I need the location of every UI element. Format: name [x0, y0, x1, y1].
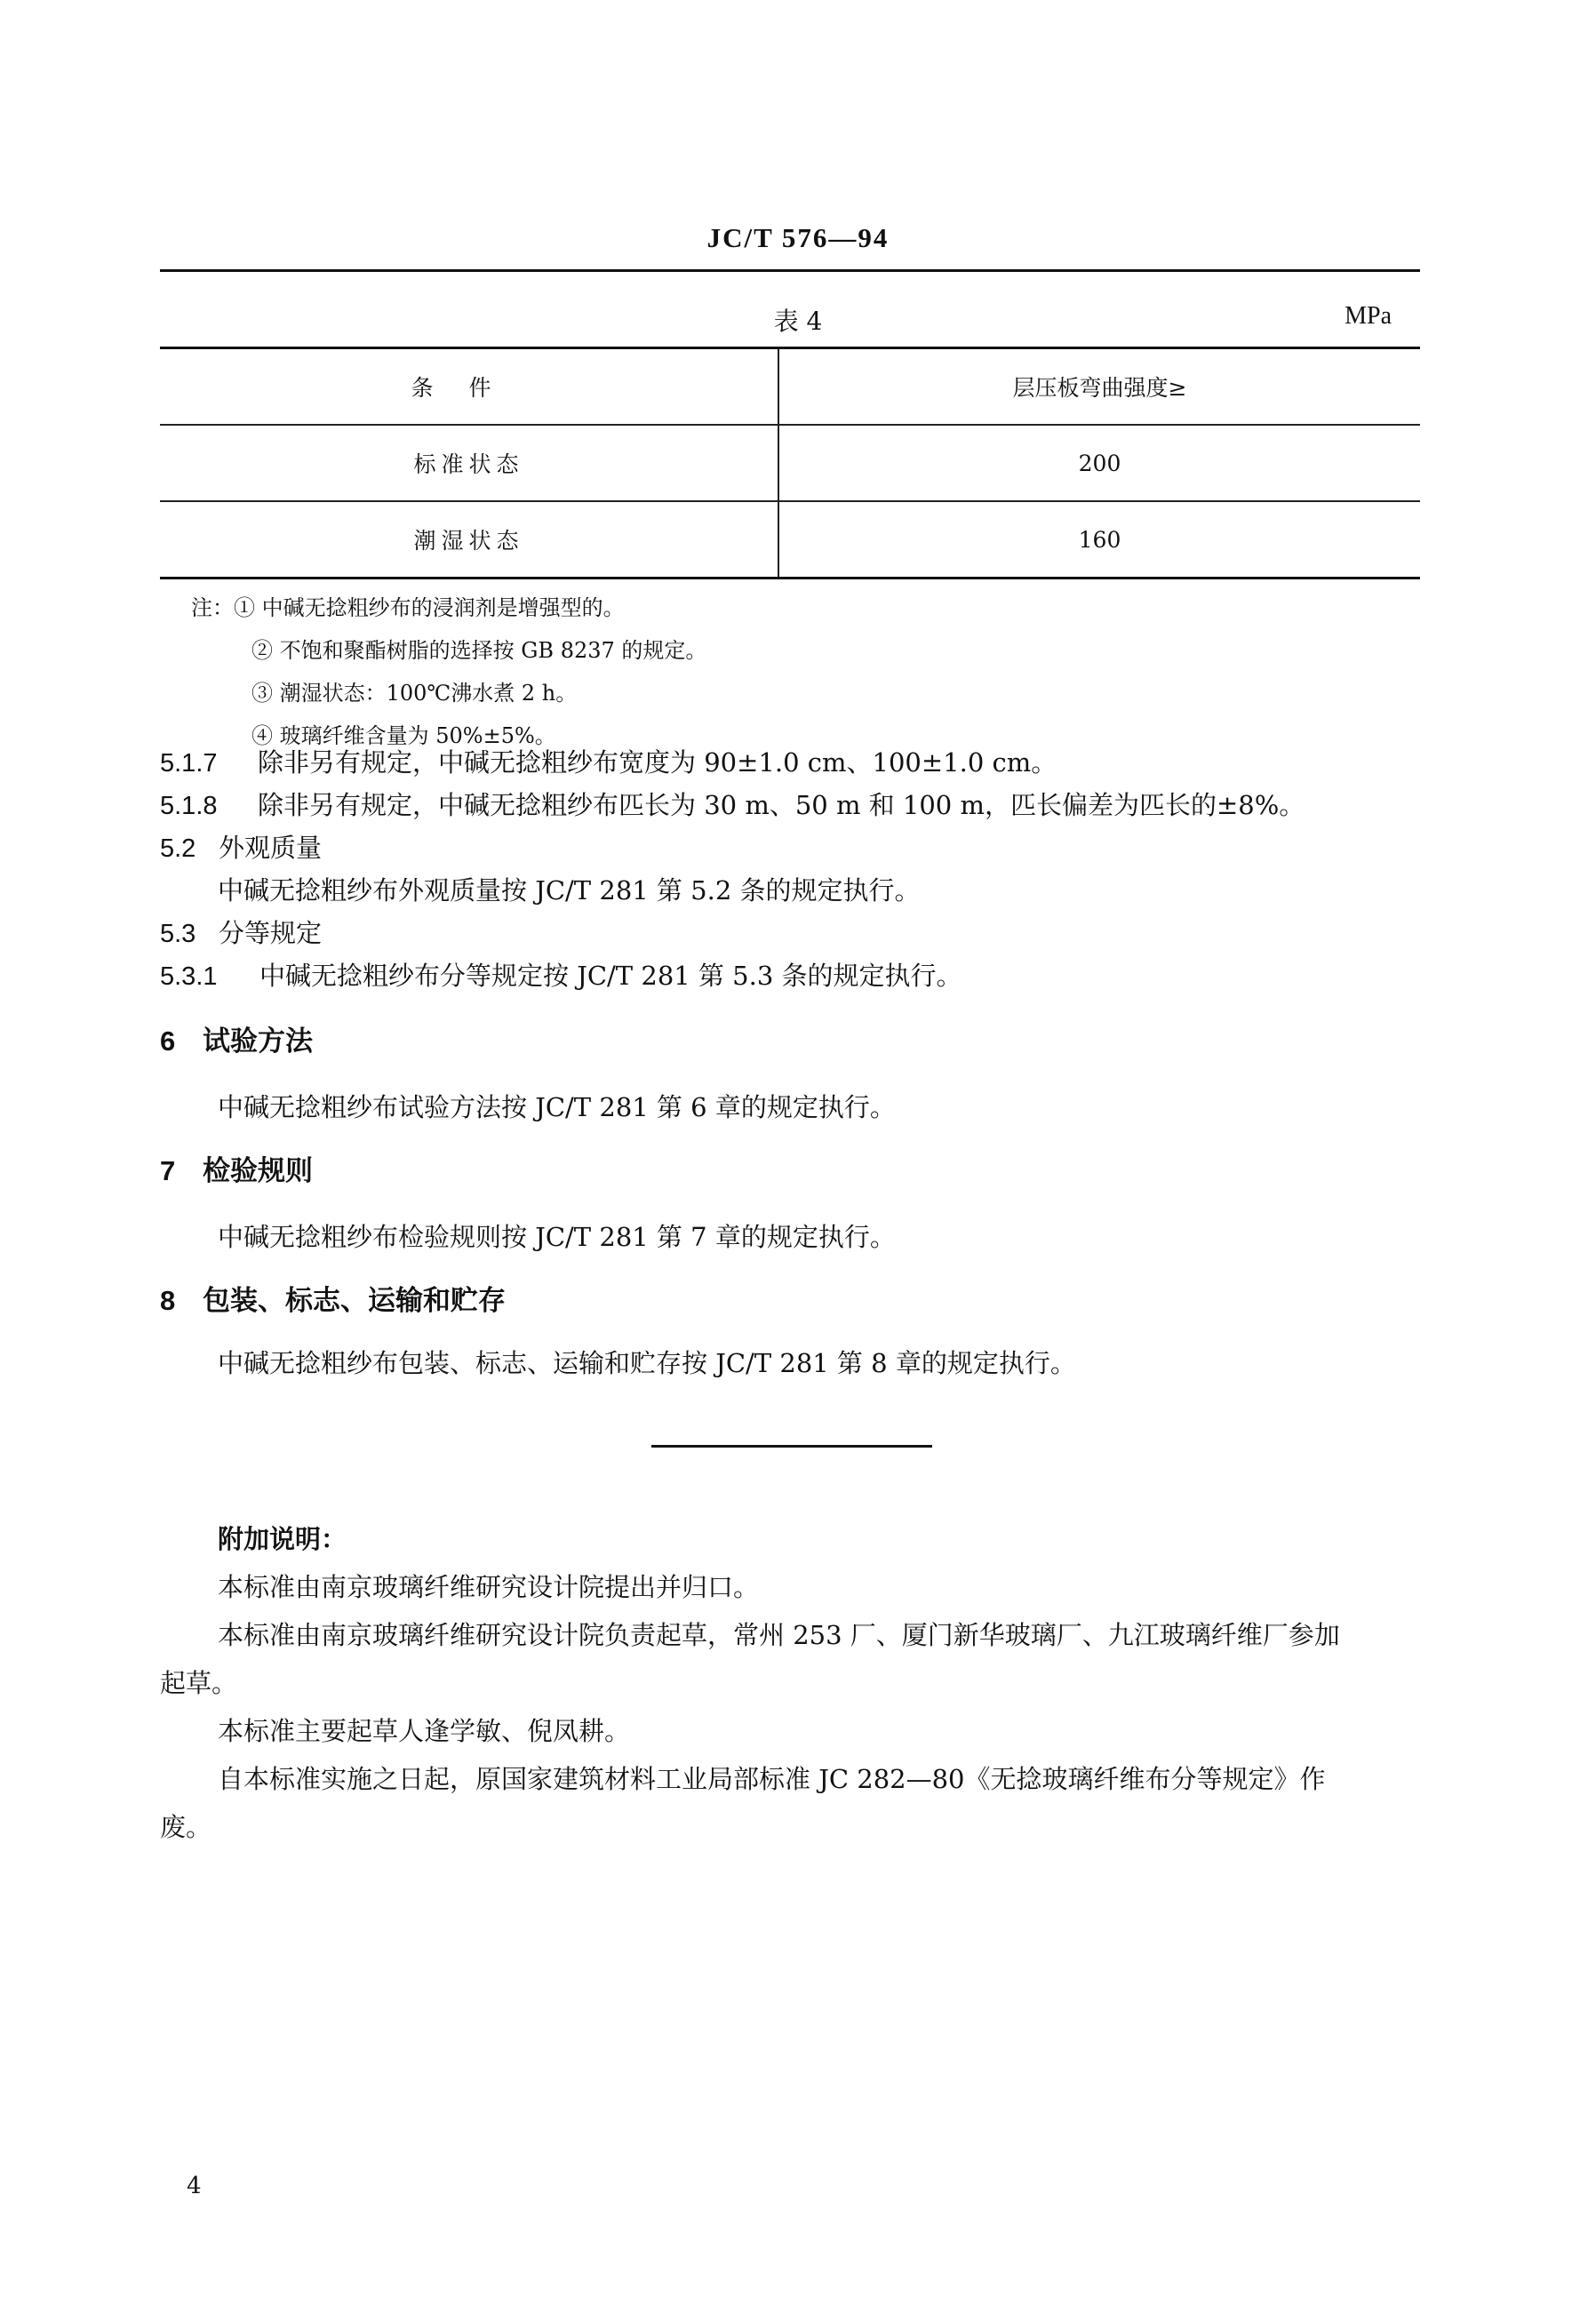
section-6-heading	[160, 1020, 313, 1063]
table-cell-condition: 潮湿状态	[160, 501, 778, 579]
section-number: 6	[160, 1025, 176, 1057]
clause-heading: 分等规定	[219, 918, 323, 948]
table-row	[160, 501, 1420, 579]
table-cell-value: 160	[778, 501, 1420, 579]
section-number: 7	[160, 1155, 176, 1186]
clause-5-2	[160, 826, 322, 870]
note-item: ② 不饱和聚酯树脂的选择按 GB 8237 的规定。	[251, 638, 707, 663]
end-separator	[651, 1445, 932, 1448]
clause-number: 5.2	[160, 834, 196, 863]
note-item: ④ 玻璃纤维含量为 50%±5%。	[251, 723, 556, 748]
header-rule	[160, 269, 1420, 272]
table-caption: 表 4	[773, 307, 823, 336]
clause-body: 中碱无捻粗纱布外观质量按 JC/T 281 第 5.2 条的规定执行。	[218, 875, 921, 906]
strength-table	[160, 347, 1420, 579]
note-item: ③ 潮湿状态：100℃沸水煮 2 h。	[251, 681, 578, 706]
clause-number: 5.1.7	[160, 749, 218, 778]
clause-text: 除非另有规定，中碱无捻粗纱布匹长为 30 m、50 m 和 100 m，匹长偏差为匹长的±8%。	[258, 790, 1305, 820]
appendix-paragraph: 本标准由南京玻璃纤维研究设计院提出并归口。	[218, 1572, 760, 1602]
appendix-paragraph: 本标准由南京玻璃纤维研究设计院负责起草，常州 253 厂、厦门新华玻璃厂、九江玻璃纤维厂参加	[218, 1620, 1340, 1650]
section-number: 8	[160, 1285, 176, 1316]
clause-5-1-7	[160, 741, 1057, 785]
appendix-title: 附加说明：	[218, 1524, 347, 1554]
section-title: 检验规则	[203, 1155, 313, 1187]
appendix	[160, 1515, 1420, 1851]
section-6-body: 中碱无捻粗纱布试验方法按 JC/T 281 第 6 章的规定执行。	[218, 1092, 896, 1122]
clause-5-3	[160, 912, 322, 955]
page-number: 4	[187, 2173, 202, 2199]
table-header-condition: 条件	[160, 348, 778, 426]
table-cell-condition: 标准状态	[160, 425, 778, 501]
table-header-strength: 层压板弯曲强度≥	[778, 348, 1420, 426]
section-7-heading	[160, 1150, 313, 1193]
clause-number: 5.1.8	[160, 792, 218, 820]
appendix-paragraph: 自本标准实施之日起，原国家建筑材料工业局部标准 JC 282—80《无捻玻璃纤维布分等规定》作	[218, 1764, 1326, 1794]
clause-text: 除非另有规定，中碱无捻粗纱布宽度为 90±1.0 cm、100±1.0 cm。	[258, 747, 1057, 778]
clause-heading: 外观质量	[219, 833, 323, 863]
table-row	[160, 425, 1420, 501]
clause-number: 5.3	[160, 920, 196, 948]
table-unit: MPa	[1345, 302, 1392, 330]
clause-text: 中碱无捻粗纱布分等规定按 JC/T 281 第 5.3 条的规定执行。	[259, 961, 962, 991]
appendix-paragraph: 本标准主要起草人逢学敏、倪凤耕。	[218, 1716, 631, 1746]
section-7-body: 中碱无捻粗纱布检验规则按 JC/T 281 第 7 章的规定执行。	[218, 1222, 896, 1252]
section-title: 包装、标志、运输和贮存	[203, 1285, 506, 1317]
clause-5-1-8	[160, 784, 1305, 827]
appendix-paragraph-cont: 起草。	[160, 1668, 238, 1698]
table-header-row	[160, 348, 1420, 426]
appendix-paragraph-cont: 废。	[160, 1812, 212, 1842]
table-notes	[191, 586, 706, 757]
clause-number: 5.3.1	[160, 962, 218, 991]
section-title: 试验方法	[203, 1025, 313, 1057]
section-8-heading	[160, 1280, 506, 1322]
section-8-body: 中碱无捻粗纱布包装、标志、运输和贮存按 JC/T 281 第 8 章的规定执行。	[218, 1348, 1076, 1378]
note-item: 注：① 中碱无捻粗纱布的浸润剂是增强型的。	[191, 595, 625, 620]
clause-5-3-1	[160, 954, 962, 998]
table-cell-value: 200	[778, 425, 1420, 501]
document-header-code: JC/T 576—94	[706, 222, 890, 253]
